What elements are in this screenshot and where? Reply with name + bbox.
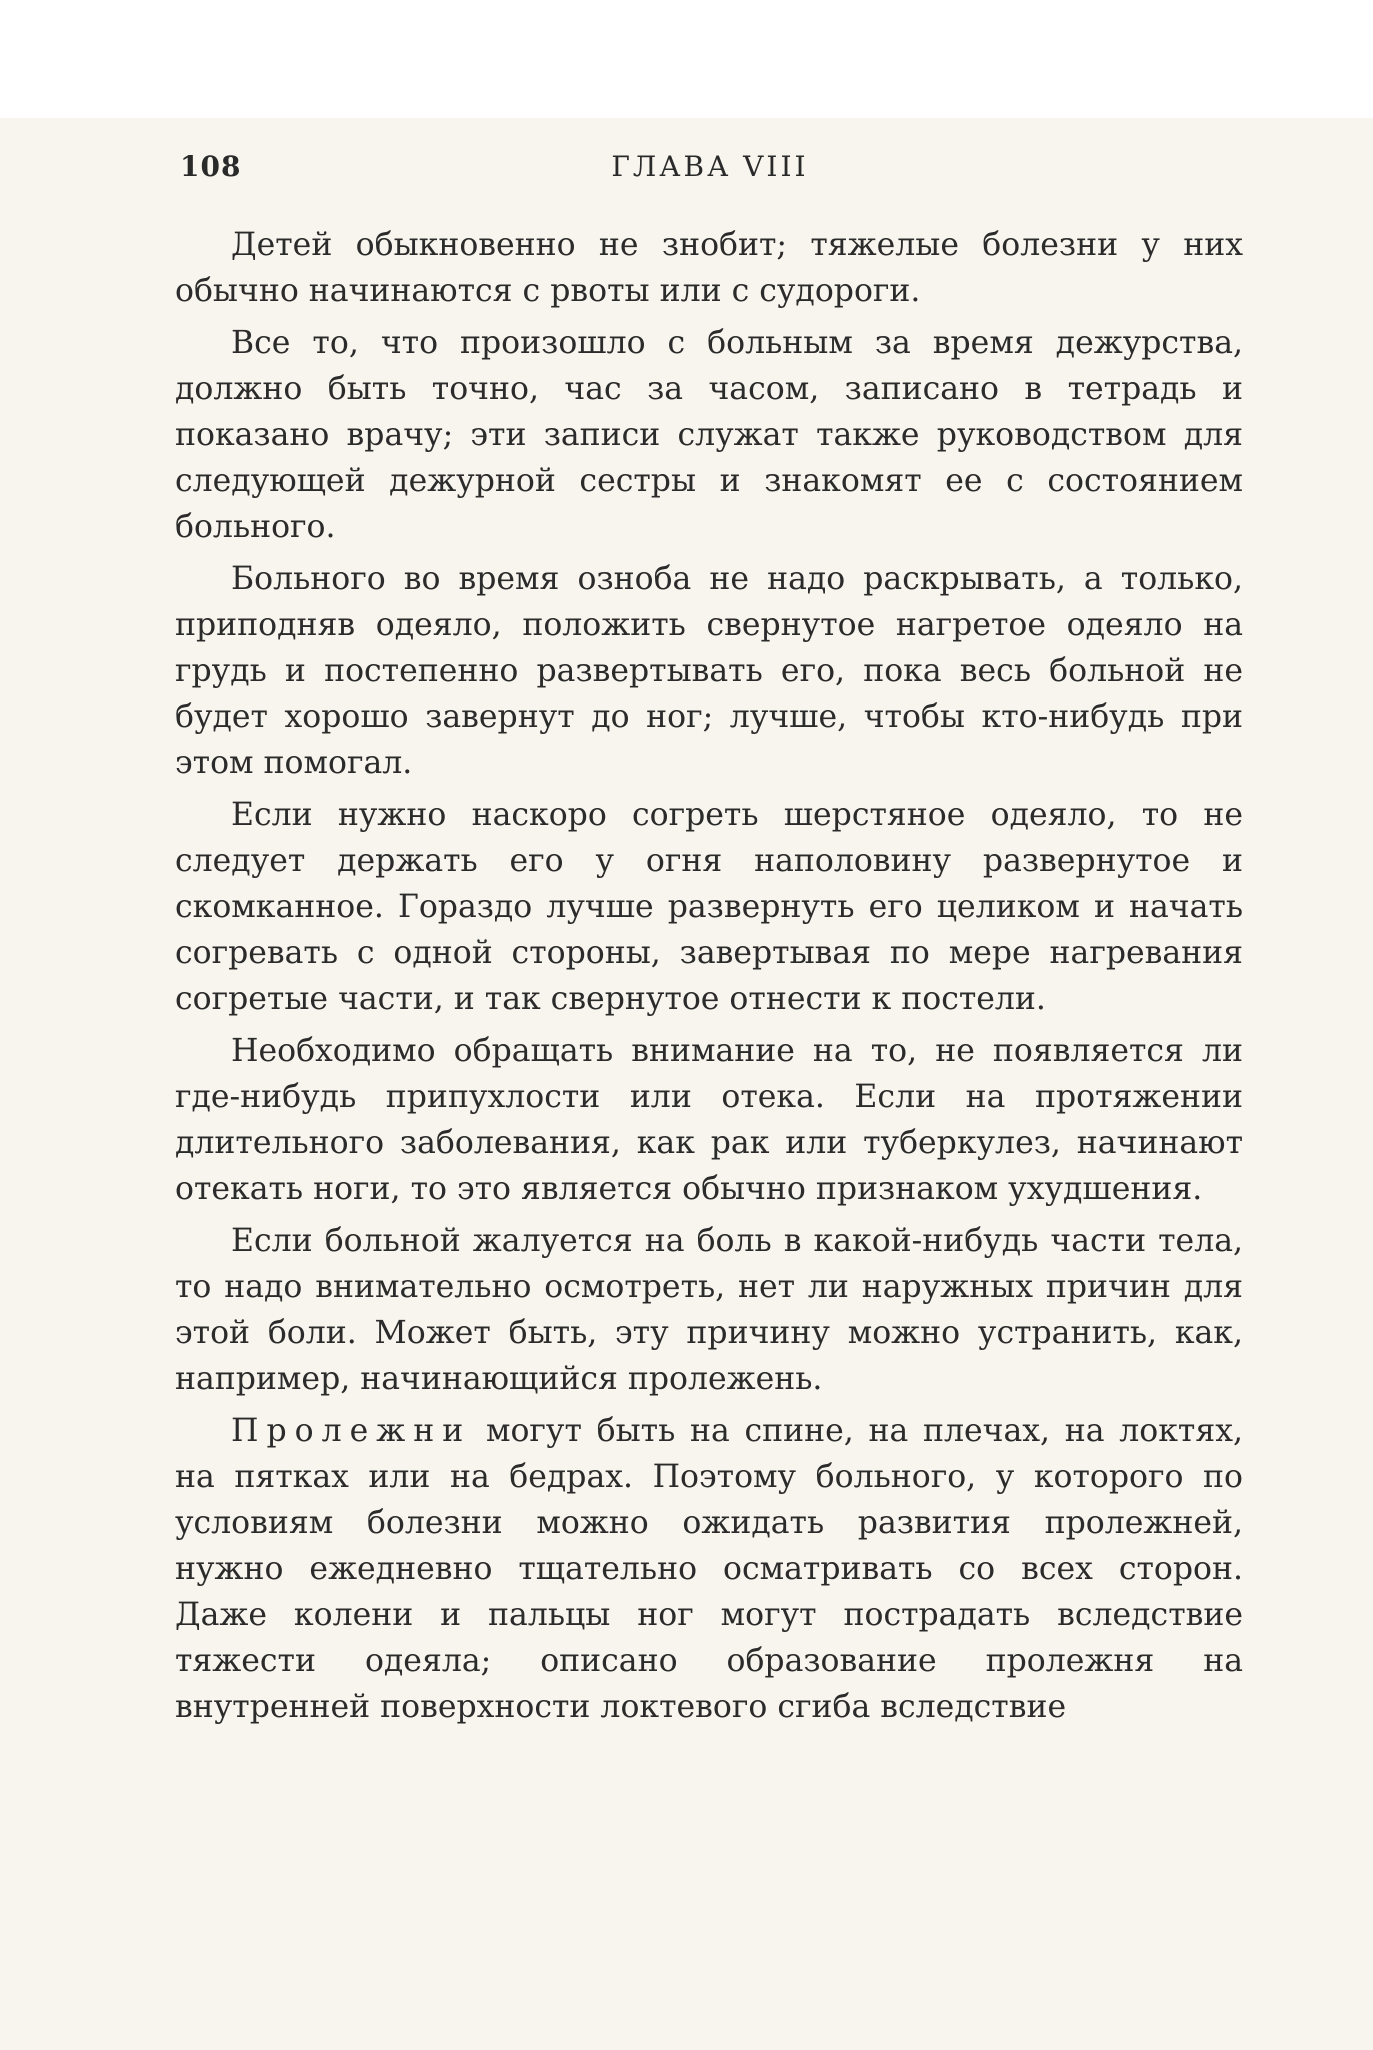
paragraph-5: Необходимо обращать внимание на то, не появляется ли где-нибудь припухлости или отека. Если на протяжении длительного заболевания, как рак или туберкулез, начинают отекать ноги, то это является обычно признаком ухудшения. xyxy=(175,1033,1243,1207)
scan-top-margin xyxy=(0,0,1373,118)
paragraph-3: Больного во время озноба не надо раскрывать, а только, приподняв одеяло, положить свернутое нагретое одеяло на грудь и постепенно развертывать его, пока весь больной не будет хорошо завернут до ног; лучше, чтобы кто-нибудь при этом помогал. xyxy=(175,561,1243,781)
paragraph-2: Все то, что произошло с больным за время дежурства, должно быть точно, час за часом, записано в тетрадь и показано врачу; эти записи служат также руководством для следующей дежурной сестры и знакомят ее с состоянием больного. xyxy=(175,325,1243,545)
paragraph-4: Если нужно наскоро согреть шерстяное одеяло, то не следует держать его у огня наполовину развернутое и скомканное. Гораздо лучше развернуть его целиком и начать согревать с одной стороны, завертывая по мере нагревания согретые части, и так свернутое отнести к постели. xyxy=(175,797,1243,1017)
page-header xyxy=(180,150,1240,190)
spaced-term: Пролежни xyxy=(231,1413,472,1449)
paragraph-7 xyxy=(175,1408,1243,1730)
paragraph-6: Если больной жалуется на боль в какой-нибудь части тела, то надо внимательно осмотреть, нет ли наружных причин для этой боли. Может быть, эту причину можно устранить, как, например, начинающийся пролежень. xyxy=(175,1223,1243,1397)
page-number: 108 xyxy=(180,150,242,183)
body-text xyxy=(175,222,1243,1736)
chapter-title: ГЛАВА VIII xyxy=(611,150,809,183)
paragraph-1: Детей обыкновенно не знобит; тяжелые болезни у них обычно начинаются с рвоты или с судороги. xyxy=(175,227,1243,309)
paragraph-7-text: могут быть на спине, на плечах, на локтях, на пятках или на бедрах. Поэтому больного, у которого по условиям болезни можно ожидать развития пролежней, нужно ежедневно тщательно осматривать со всех сторон. Даже колени и пальцы ног могут пострадать вследствие тяжести одеяла; описано образование пролежня на внутренней поверхности локтевого сгиба вследствие xyxy=(175,1413,1243,1725)
